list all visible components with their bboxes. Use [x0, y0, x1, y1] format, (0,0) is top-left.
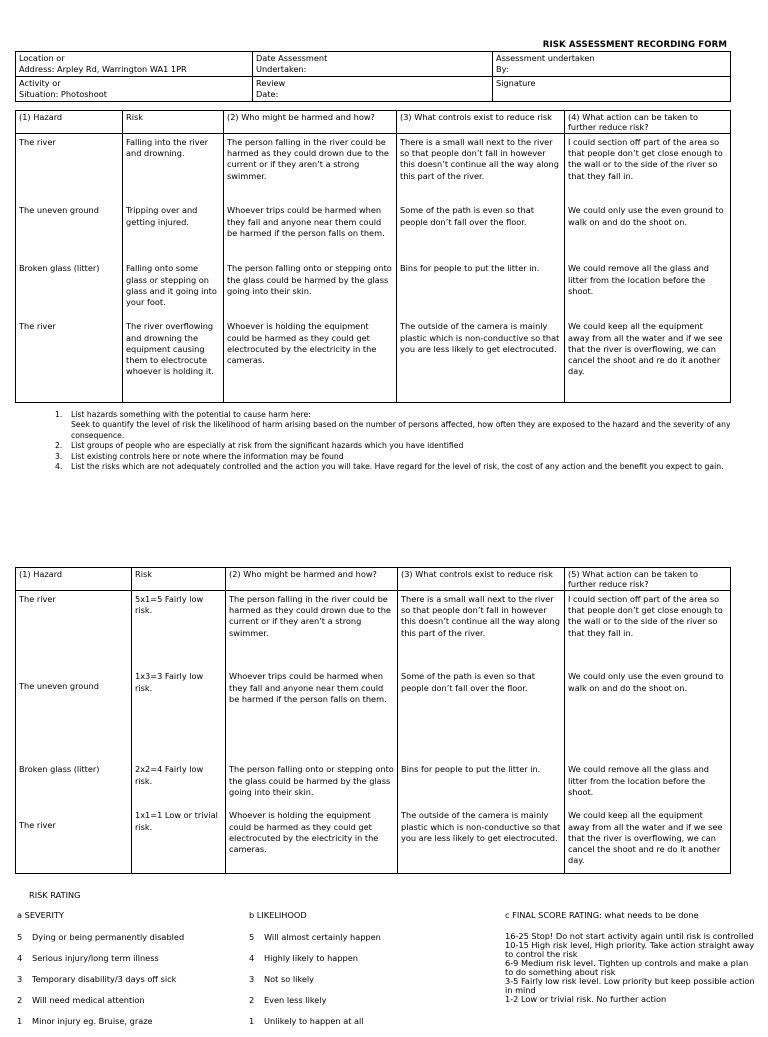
note-text: List existing controls here or note where the information may be found	[71, 451, 344, 461]
risk-cell: Tripping over and getting injured.	[123, 202, 224, 260]
risk-cell: Falling into the river and drowning.	[123, 133, 224, 202]
table-header-row	[16, 111, 731, 134]
actions-cell: We could remove all the glass and litter from the location before the shoot.	[565, 260, 731, 318]
controls-cell: The outside of the camera is mainly plastic which is non-conductive so that you are less likely to get electrocuted.	[397, 318, 565, 402]
signature-text: Signature	[496, 78, 536, 88]
header-row	[16, 52, 731, 77]
actions-cell: We could only use the even ground to walk on and do the shoot on.	[565, 202, 731, 260]
controls-cell: Some of the path is even so that people don’t fall over the floor.	[397, 202, 565, 260]
note-text: List the risks which are not adequately controlled and the action you will take. Have regard for the level of risk, the cost of any action and the benefit you expect to gain.	[71, 462, 724, 472]
final-score-item: 3-5 Fairly low risk level. Low priority but keep possible action in mind	[505, 976, 755, 996]
likelihood-column	[249, 910, 474, 1037]
likelihood-item: 2 Even less likely	[249, 995, 327, 1005]
risk-table-initial	[15, 110, 731, 403]
risk-cell: 5x1=5 Fairly low risk.	[132, 590, 226, 668]
actions-cell: We could only use the even ground to walk on and do the shoot on.	[565, 668, 731, 761]
likelihood-item: 5 Will almost certainly happen	[249, 932, 381, 942]
likelihood-item: 4 Highly likely to happen	[249, 953, 358, 963]
risk-cell: Falling onto some glass or stepping on glass and it going into your foot.	[123, 260, 224, 318]
date-assessment-cell	[253, 52, 493, 77]
controls-cell: Some of the path is even so that people don’t fall over the floor.	[398, 668, 565, 761]
table-row	[16, 133, 731, 202]
column-header-actions: (4) What action can be taken to further reduce risk?	[565, 111, 731, 134]
hazard-cell: The river	[16, 318, 123, 402]
controls-cell: The outside of the camera is mainly plastic which is non-conductive so that you are less likely to get electrocuted.	[398, 807, 565, 873]
hazard-cell: The river	[16, 807, 132, 873]
who-harmed-cell: The person falling in the river could be harmed as they could drown due to the current or if they aren’t a strong swimmer.	[226, 590, 398, 668]
column-header-hazard: (1) Hazard	[16, 111, 123, 134]
hazard-cell: The river	[16, 133, 123, 202]
likelihood-item: 1 Unlikely to happen at all	[249, 1016, 364, 1026]
hazard-cell: The uneven ground	[16, 202, 123, 260]
column-header-risk: Risk	[132, 568, 226, 591]
table-row	[16, 318, 731, 402]
note-item: 2. List groups of people who are especially at risk from the significant hazards which you have identified	[55, 441, 464, 451]
risk-table-rated	[15, 567, 731, 874]
actions-cell: We could keep all the equipment away from all the water and if we see that the river is overflowing, we can cancel the shoot and re do it another day.	[565, 807, 731, 873]
signature-cell	[493, 77, 731, 102]
review-date-text: Review Date:	[256, 78, 286, 99]
table-row	[16, 807, 731, 873]
actions-cell: We could remove all the glass and litter from the location before the shoot.	[565, 761, 731, 807]
note-item: 1. List hazards something with the potential to cause harm here: Seek to quantify the level of risk the likelihood of harm arising based on the number of persons affected, how often they are exposed to the hazard and the severity of any consequence.	[55, 410, 731, 440]
risk-rating-title: RISK RATING	[29, 890, 81, 900]
severity-column	[17, 910, 242, 1037]
table-row	[16, 260, 731, 318]
note-item: 3. List existing controls here or note where the information may be found	[55, 451, 344, 461]
table-row	[16, 668, 731, 761]
table-row	[16, 590, 731, 668]
note-text: List groups of people who are especially at risk from the significant hazards which you have identified	[71, 441, 464, 451]
final-score-item: 10-15 High risk level, High priority. Take action straight away to control the risk	[505, 940, 755, 960]
risk-cell: 1x3=3 Fairly low risk.	[132, 668, 226, 761]
hazard-cell: Broken glass (litter)	[16, 761, 132, 807]
hazard-cell: The uneven ground	[16, 668, 132, 761]
activity-text: Activity or Situation: Photoshoot	[19, 78, 107, 99]
final-score-heading: c FINAL SCORE RATING: what needs to be done	[505, 910, 699, 920]
severity-item: 1 Minor injury eg. Bruise, graze	[17, 1016, 153, 1026]
who-harmed-cell: Whoever trips could be harmed when they fall and anyone near them could be harmed if the person falls on them.	[226, 668, 398, 761]
severity-item: 3 Temporary disability/3 days off sick	[17, 974, 177, 984]
who-harmed-cell: The person falling onto or stepping onto the glass could be harmed by the glass going into their skin.	[226, 761, 398, 807]
header-row	[16, 77, 731, 102]
controls-cell: There is a small wall next to the river so that people don’t fall in however this doesn’t continue all the way along this part of the river.	[398, 590, 565, 668]
column-header-controls: (3) What controls exist to reduce risk	[398, 568, 565, 591]
likelihood-item: 3 Not so likely	[249, 974, 314, 984]
severity-item: 4 Serious injury/long term illness	[17, 953, 159, 963]
risk-cell: 2x2=4 Fairly low risk.	[132, 761, 226, 807]
controls-cell: There is a small wall next to the river so that people don’t fall in however this doesn’t continue all the way along this part of the river.	[397, 133, 565, 202]
who-harmed-cell: Whoever trips could be harmed when they fall and anyone near them could be harmed if the person falls on them.	[224, 202, 397, 260]
who-harmed-cell: Whoever is holding the equipment could be harmed as they could get electrocuted by the electricity in the cameras.	[226, 807, 398, 873]
date-assessment-text: Date Assessment Undertaken:	[256, 53, 328, 74]
assessment-by-cell	[493, 52, 731, 77]
risk-cell: 1x1=1 Low or trivial risk.	[132, 807, 226, 873]
column-header-controls: (3) What controls exist to reduce risk	[397, 111, 565, 134]
actions-cell: We could keep all the equipment away from all the water and if we see that the river is overflowing, we can cancel the shoot and re do it another day.	[565, 318, 731, 402]
controls-cell: Bins for people to put the litter in.	[398, 761, 565, 807]
assessment-by-text: Assessment undertaken By:	[496, 53, 595, 74]
who-harmed-cell: The person falling in the river could be harmed as they could drown due to the current or if they aren’t a strong swimmer.	[224, 133, 397, 202]
assessment-header-table	[15, 51, 731, 102]
column-header-actions: (5) What action can be taken to further reduce risk?	[565, 568, 731, 591]
column-header-who-harmed: (2) Who might be harmed and how?	[226, 568, 398, 591]
controls-cell: Bins for people to put the litter in.	[397, 260, 565, 318]
severity-heading: a SEVERITY	[17, 910, 64, 920]
table-row	[16, 761, 731, 807]
guidance-notes	[55, 410, 735, 473]
actions-cell: I could section off part of the area so that people don’t get close enough to the wall or to the side of the river so that they fall in.	[565, 590, 731, 668]
location-cell	[16, 52, 253, 77]
location-text: Location or Address: Arpley Rd, Warrington WA1 1PR	[19, 53, 187, 74]
risk-cell: The river overflowing and drowning the equipment causing them to electrocute whoever is holding it.	[123, 318, 224, 402]
who-harmed-cell: The person falling onto or stepping onto the glass could be harmed by the glass going into their skin.	[224, 260, 397, 318]
severity-item: 5 Dying or being permanently disabled	[17, 932, 185, 942]
who-harmed-cell: Whoever is holding the equipment could be harmed as they could get electrocuted by the electricity in the cameras.	[224, 318, 397, 402]
activity-cell	[16, 77, 253, 102]
form-title: RISK ASSESSMENT RECORDING FORM	[542, 40, 727, 50]
actions-cell: I could section off part of the area so that people don’t get close enough to the wall or to the side of the river so that they fall in.	[565, 133, 731, 202]
final-score-item: 6-9 Medium risk level. Tighten up controls and make a plan to do something about risk	[505, 958, 749, 978]
final-score-item: 1-2 Low or trivial risk. No further action	[505, 994, 667, 1005]
final-score-item: 16-25 Stop! Do not start activity again until risk is controlled	[505, 931, 754, 941]
column-header-hazard: (1) Hazard	[16, 568, 132, 591]
note-text: List hazards something with the potential to cause harm here: Seek to quantify the level of risk the likelihood of harm arising based on the number of persons affected, how often they are exposed to the hazard and the severity of any consequence.	[71, 410, 731, 440]
hazard-cell: The river	[16, 590, 132, 668]
table-header-row	[16, 568, 731, 591]
likelihood-heading: b LIKELIHOOD	[249, 910, 307, 920]
final-score-column	[505, 910, 755, 1004]
column-header-risk: Risk	[123, 111, 224, 134]
severity-item: 2 Will need medical attention	[17, 995, 145, 1005]
hazard-cell: Broken glass (litter)	[16, 260, 123, 318]
table-row	[16, 202, 731, 260]
review-date-cell	[253, 77, 493, 102]
column-header-who-harmed: (2) Who might be harmed and how?	[224, 111, 397, 134]
note-item: 4. List the risks which are not adequately controlled and the action you will take. Have regard for the level of risk, the cost of any action and the benefit you expect to gain.	[55, 462, 724, 472]
